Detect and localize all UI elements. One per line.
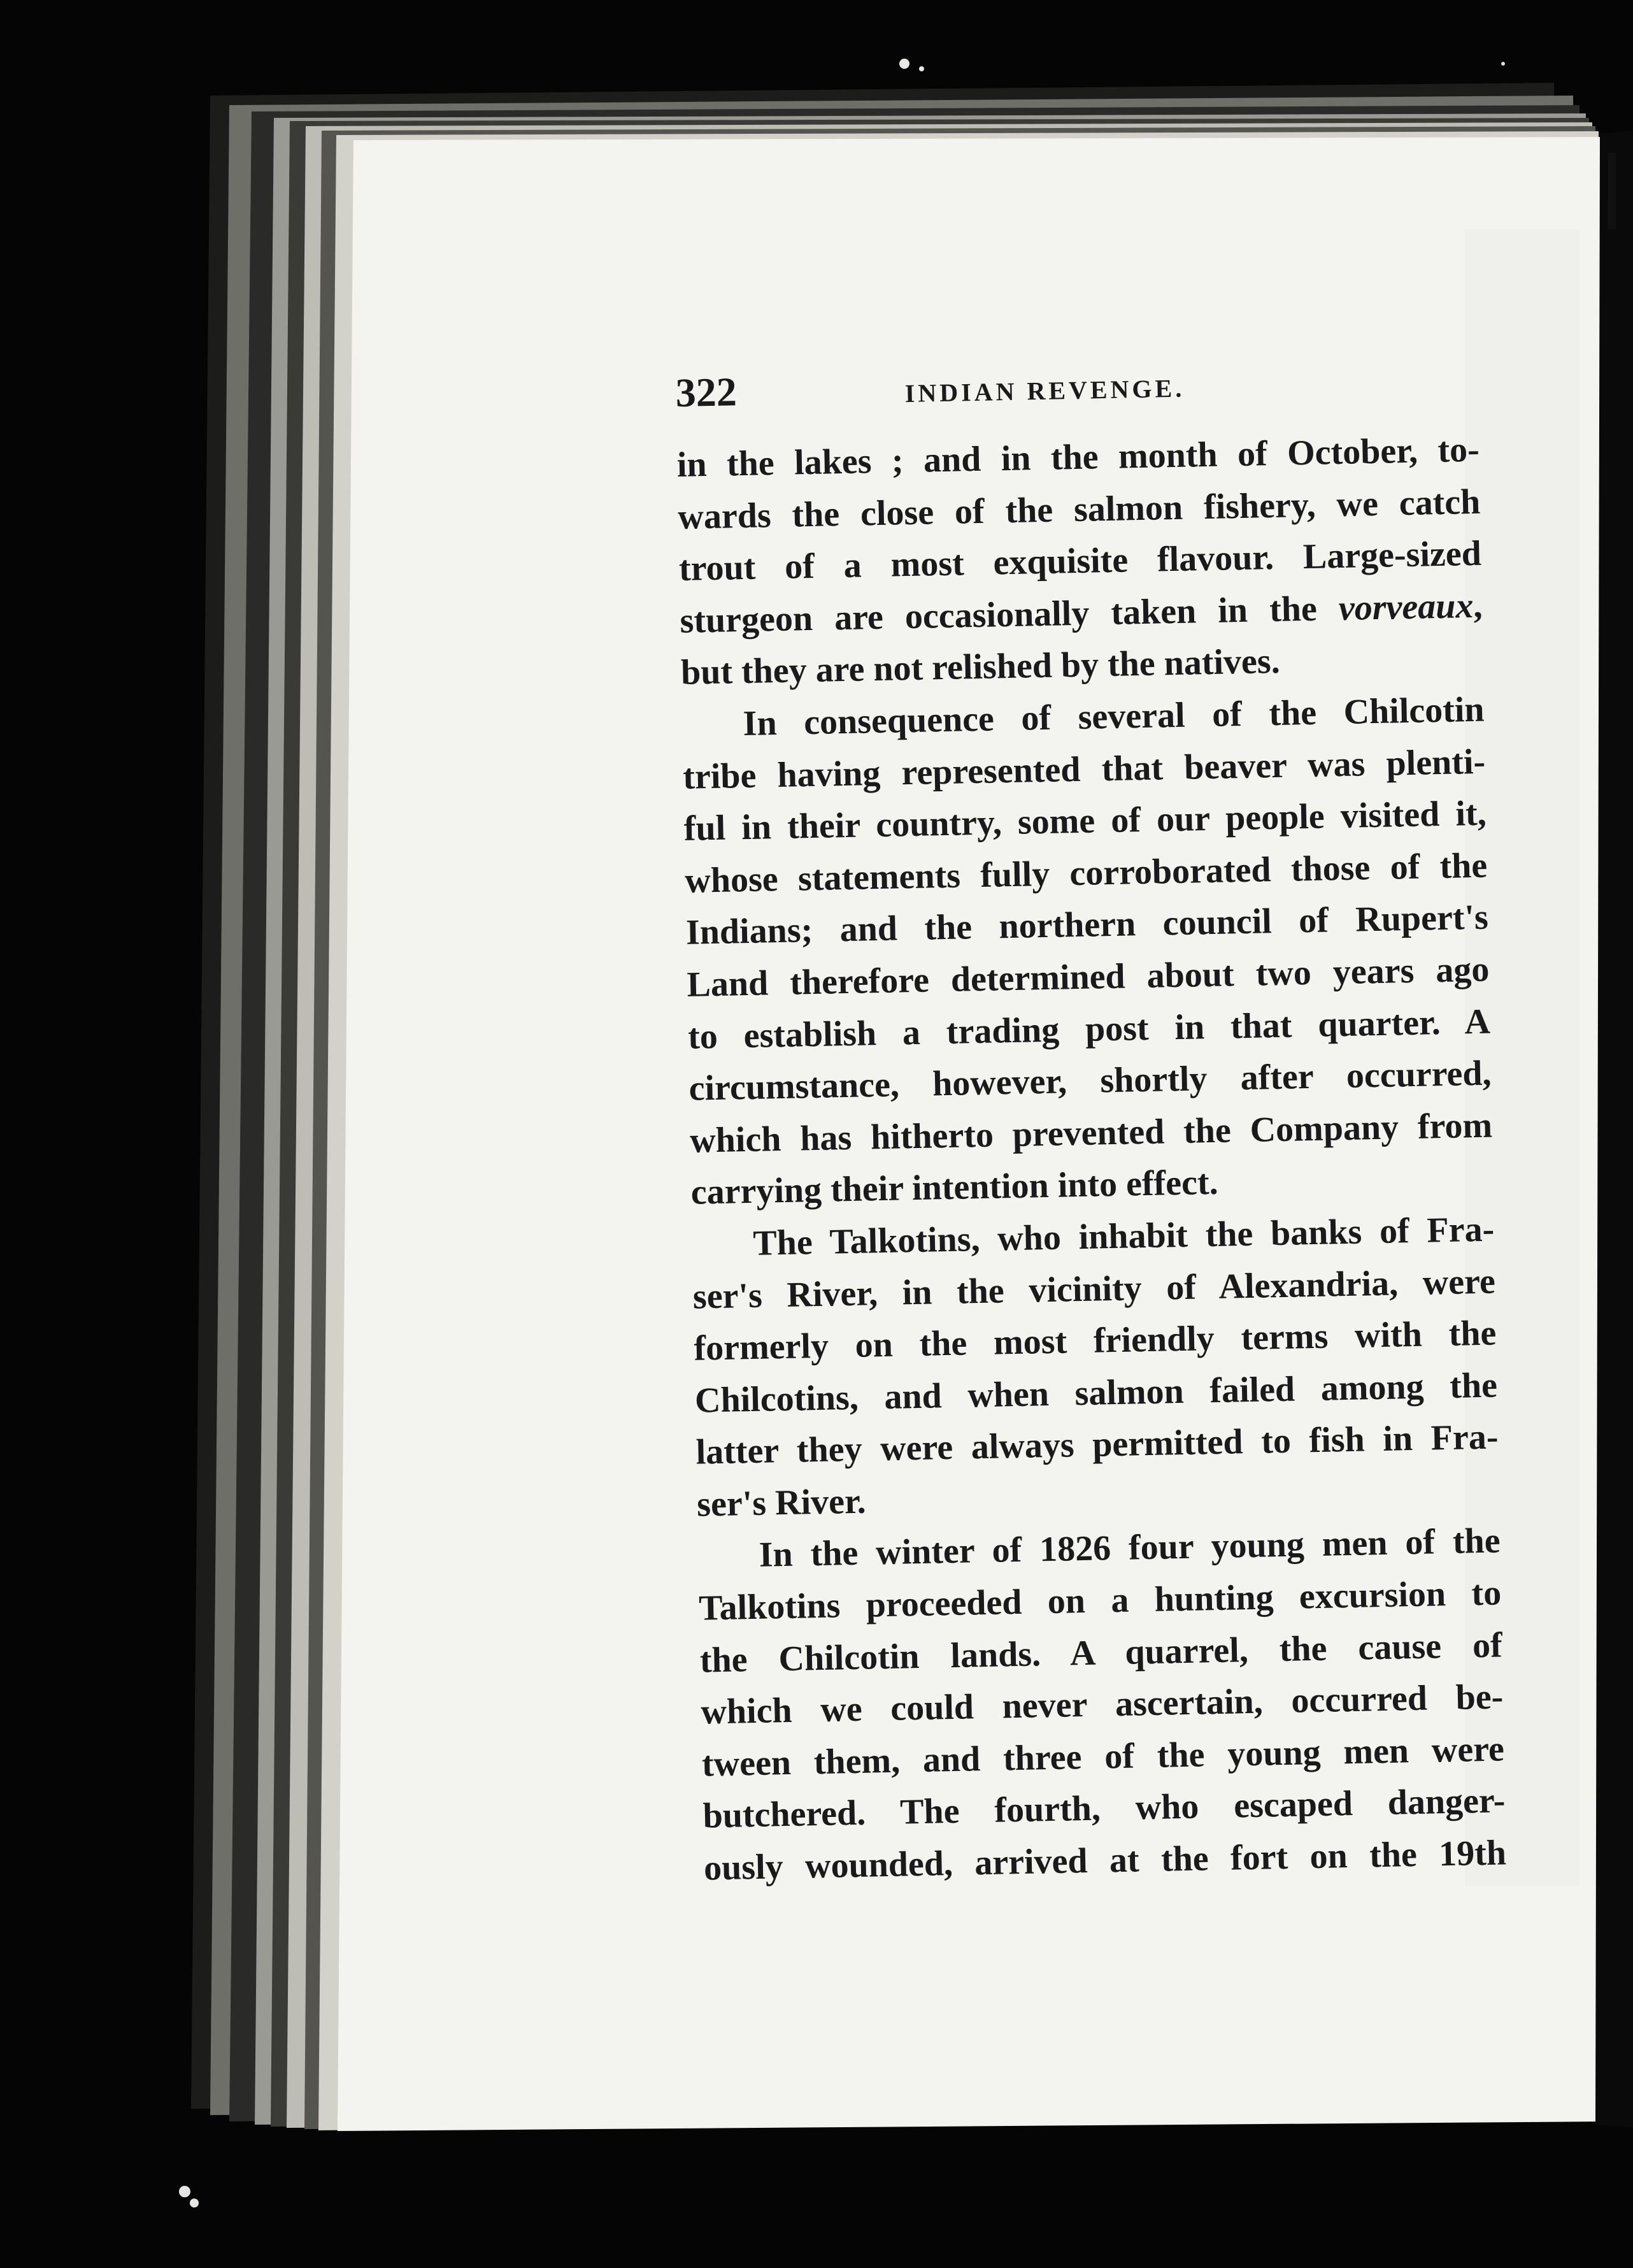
text-line: The Talkotins, who inhabit the banks of Fra- — [752, 1209, 1495, 1263]
page-number: 322 — [675, 369, 738, 415]
text-line: In consequence of several of the Chilcotin — [743, 689, 1485, 744]
text-line: butchered. The fourth, who escaped danger- — [702, 1781, 1506, 1837]
text-line: which has hitherto prevented the Company from — [689, 1105, 1493, 1161]
printed-page — [675, 354, 1507, 1895]
italic-term: vorveaux — [1338, 585, 1474, 628]
body-text — [676, 424, 1507, 1895]
text-line: circumstance, however, shortly after occurred, — [688, 1053, 1492, 1109]
text-line: Talkotins proceeded on a hunting excursion to — [698, 1573, 1502, 1628]
text-line: but they are not relished by the natives. — [680, 642, 1281, 693]
text-line: whose statements fully corroborated those of the — [684, 845, 1488, 901]
text-line: formerly on the most friendly terms with the — [693, 1313, 1497, 1368]
text-line: Land therefore determined about two years ago — [686, 949, 1490, 1005]
text-line: In the winter of 1826 four young men of the — [759, 1521, 1501, 1575]
text-line: Chilcotins, and when salmon failed among the — [694, 1365, 1498, 1421]
text-line: the Chilcotin lands. A quarrel, the cause of — [699, 1625, 1503, 1681]
text-line: wards the close of the salmon fishery, we catch — [677, 482, 1481, 537]
text-line: ser's River, in the vicinity of Alexandria, were — [692, 1261, 1496, 1317]
text-line: Indians; and the northern council of Rupert's — [685, 897, 1489, 953]
text-line: tribe having represented that beaver was plenti- — [682, 742, 1486, 797]
text-line: tween them, and three of the young men were — [701, 1729, 1505, 1784]
text-line: in the lakes ; and in the month of October, to- — [676, 429, 1480, 485]
running-title: INDIAN REVENGE. — [904, 373, 1185, 408]
text-line: to establish a trading post in that quarter. A — [687, 1001, 1491, 1057]
text-line: which we could never ascertain, occurred be- — [700, 1677, 1504, 1732]
text-line: trout of a most exquisite flavour. Large-sized — [678, 533, 1482, 589]
text-line: ously wounded, arrived at the fort on the 19th — [703, 1833, 1507, 1888]
text-line: ful in their country, some of our people visited it, — [683, 793, 1487, 849]
text-line: ser's River. — [696, 1481, 867, 1525]
text-line: carrying their intention into effect. — [690, 1163, 1219, 1213]
text-line: sturgeon are occasionally taken in the vorveaux, — [679, 585, 1483, 641]
text-line: latter they were always permitted to fish in Fra- — [695, 1417, 1499, 1472]
